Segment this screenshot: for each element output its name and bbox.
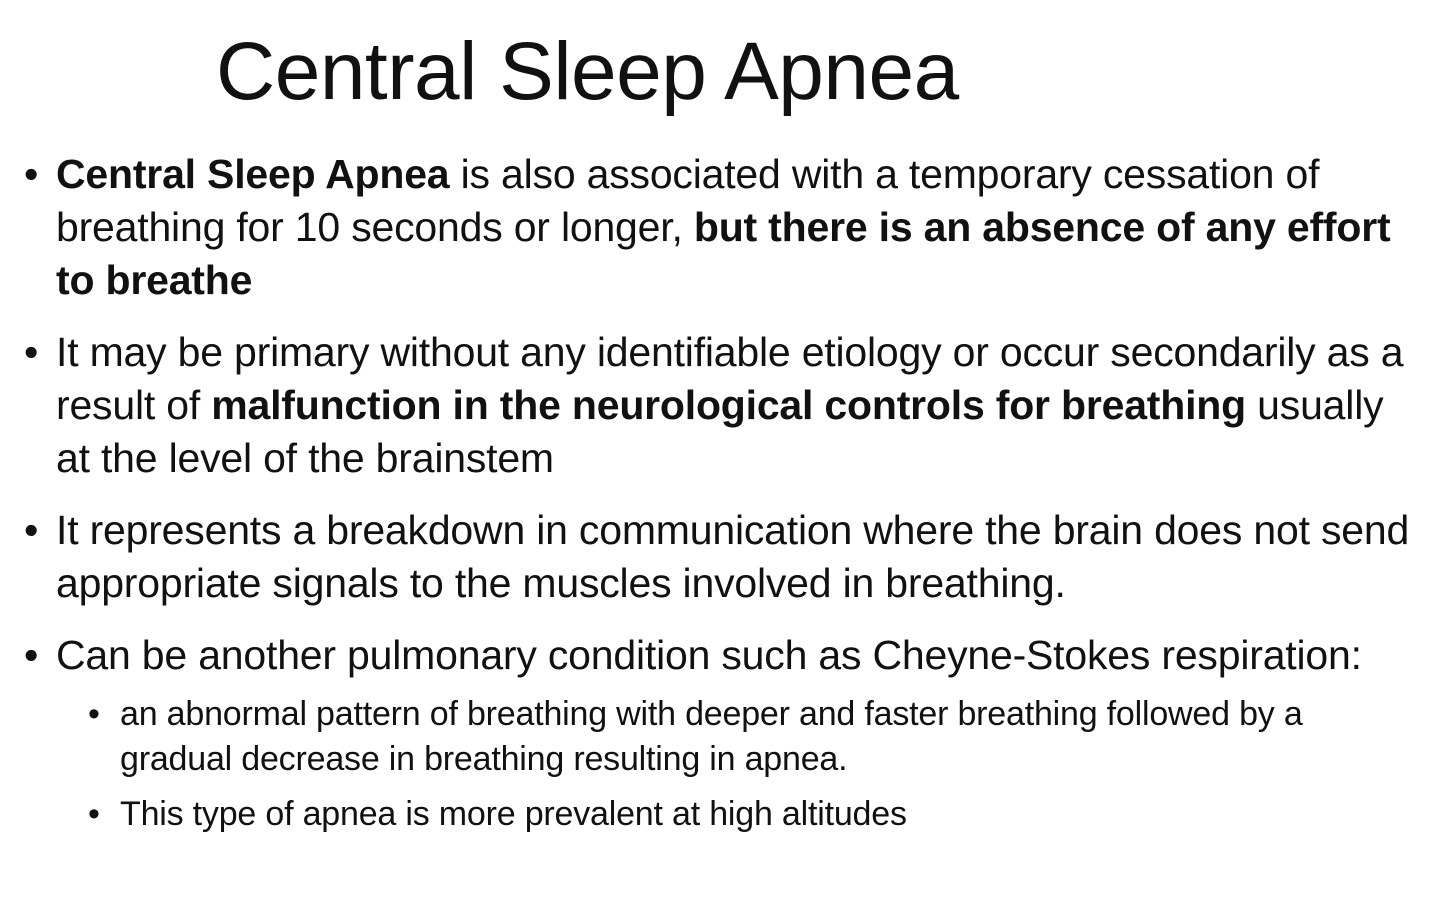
bullet-text: usually at the level of the brainstem <box>56 382 1384 481</box>
bullet-item <box>22 148 1422 307</box>
bullet-text: is also associated with a temporary cessation of breathing for 10 seconds or longer, <box>56 151 1320 250</box>
bullet-text: It may be primary without any identifiable etiology or occur secondarily as a result of <box>56 329 1404 428</box>
bullet-item <box>22 629 1422 837</box>
sub-bullet-item: • an abnormal pattern of breathing with deeper and faster breathing followed by a gradual decrease in breathing resulting in apnea. <box>56 692 1422 782</box>
bullet-text: It represents a breakdown in communication where the brain does not send appropriate signals to the muscles involved in breathing. <box>56 507 1410 606</box>
bullet-item <box>22 326 1422 485</box>
sub-bullet-list <box>56 692 1422 837</box>
bullet-text-bold: malfunction in the neurological controls for breathing <box>211 382 1246 428</box>
bullet-text: Can be another pulmonary condition such as Cheyne-Stokes respiration: <box>56 632 1362 678</box>
bullet-item <box>22 504 1422 610</box>
bullet-text-bold: Central Sleep Apnea <box>56 151 450 197</box>
bullet-text-bold: but there is an absence of any effort to breathe <box>56 204 1391 303</box>
bullet-list <box>22 148 1422 856</box>
sub-bullet-item: • This type of apnea is more prevalent at high altitudes <box>56 792 1422 837</box>
slide-title: Central Sleep Apnea <box>216 26 959 117</box>
